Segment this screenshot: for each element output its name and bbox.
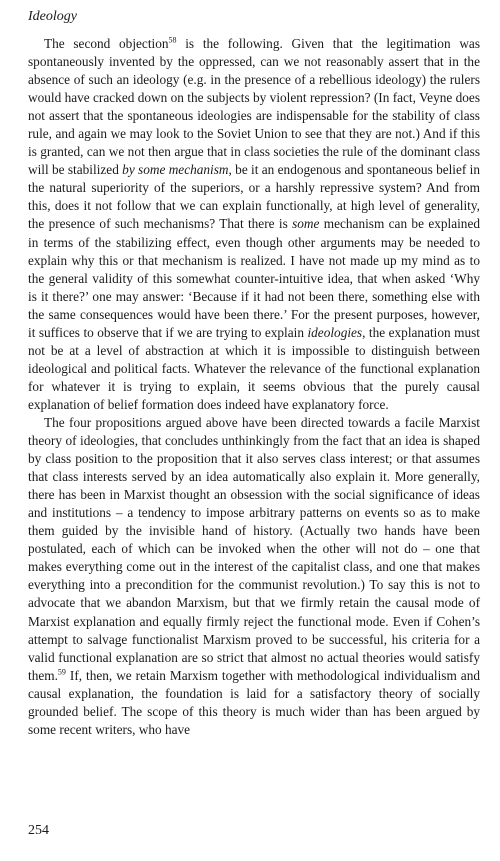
emphasis-text: by some mechanism xyxy=(122,162,229,178)
body-text: mechanism can be explained in terms of the stabilizing effect, even though other arguments may be needed to explain why this or that mechanism is realized. I have not made up my mind as to the general validity of this somewhat counter-intuitive idea, that when asked ‘Why is it there?’ one may answer: ‘Because if it had not been there, something else with the same consequences would have been there.’ For the present purposes, however, it suffices to observe that if we are trying to explain xyxy=(28,216,481,340)
emphasis-text: some xyxy=(292,216,320,232)
running-head: Ideology xyxy=(28,9,77,24)
footnote-ref: 59 xyxy=(57,667,66,677)
body-text: is the following. Given that the legitimation was spontaneously invented by the oppressed, can we not reasonably assert that in the absence of such an ideology (e.g. in the presence of a rebellious ideology) the rulers would have cracked down on the subjects by violent repression? (In fact, Veyne does not assert that the spontaneous ideologies are indispensable for the stability of class rule, and again we may look to the Soviet Union to see that they are not.) And if this is granted, can we not then argue that in class societies the rule of the dominant class will be stabilized xyxy=(28,36,480,178)
paragraph-2 xyxy=(28,414,480,739)
body-text: The second objection xyxy=(44,36,169,51)
paragraph-1 xyxy=(28,35,480,414)
body-text: , be it an endogenous and spontaneous belief in the natural superiority of the superiors, or a harshly repressive system? And from this, does it not follow that we can explain functionally, at high level of generality, the presence of such mechanisms? That there is xyxy=(28,162,481,232)
body-text: The four propositions argued above have been directed towards a facile Marxist theory of ideologies, that concludes unthinkingly from the fact that an idea is shaped by class position to the proposition that it also serves class interest; or that assumes that class interests served by an idea automatically also explain it. More generally, there has been in Marxist thought an obsession with the social significance of ideas and institutions – a tendency to impose arbitrary patterns on events so as to make them guided by the invisible hand of history. (Actually two hands have been postulated, each of which can be invoked when the other will not do – one that makes everything come out in the interest of the capitalist class, and one that makes everything into a precondition for the communist revolution.) To say this is not to advocate that we abandon Marxism, but that we firmly retain the causal mode of Marxist explanation and equally firmly reject the functional mode. Even if Cohen’s attempt to salvage functionalist Marxism proved to be successful, his criteria for a valid functional explanation are so strict that almost no actual theories would satisfy them. xyxy=(28,414,480,683)
book-page xyxy=(28,8,480,739)
body-text: , the explanation must not be at a level of abstraction at which it is impossible to distinguish between ideological and political facts. Whatever the relevance of the functional explanation for whatever it is trying to explain, it seems obvious that the purely causal explanation of belief formation does indeed have explanatory force. xyxy=(28,324,480,412)
body-text: If, then, we retain Marxism together with methodological individualism and causal explanation, the foundation is laid for a satisfactory theory of socially grounded belief. The scope of this theory is much wider than has been argued by some recent writers, who have xyxy=(28,667,480,737)
page-number: 254 xyxy=(28,823,49,838)
footnote-ref: 58 xyxy=(168,35,177,45)
emphasis-text: ideologies xyxy=(307,324,363,340)
